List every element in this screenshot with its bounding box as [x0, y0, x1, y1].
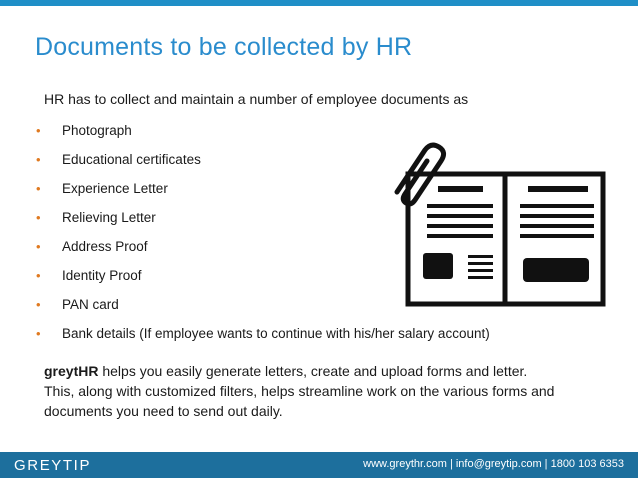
bullet-icon: • — [36, 239, 41, 254]
bullet-icon: • — [36, 268, 41, 283]
footer-contact-info: www.greythr.com | info@greytip.com | 1800 103 6353 — [363, 458, 624, 470]
list-item: • Educational certificates — [36, 152, 201, 167]
brand-name: greytHR — [44, 363, 99, 379]
bullet-icon: • — [36, 297, 41, 312]
list-item: • Experience Letter — [36, 181, 168, 196]
summary-paragraph — [44, 361, 614, 421]
slide-title: Documents to be collected by HR — [35, 33, 413, 61]
list-item: • Address Proof — [36, 239, 148, 254]
bullet-icon: • — [36, 181, 41, 196]
bullet-icon: • — [36, 210, 41, 225]
bullet-icon: • — [36, 326, 41, 341]
list-item: • PAN card — [36, 297, 119, 312]
summary-line-1: greytHR helps you easily generate letters, create and upload forms and letter. — [44, 363, 528, 379]
intro-text: HR has to collect and maintain a number of employee documents as — [44, 91, 469, 107]
summary-line-3: documents you need to send out daily. — [44, 403, 283, 419]
footer-bar — [0, 452, 638, 478]
greytip-logo: GREYTIP — [14, 457, 92, 474]
summary-line-2: This, along with customized filters, helps streamline work on the various forms and — [44, 383, 555, 399]
bullet-icon: • — [36, 123, 41, 138]
open-document-with-paperclip-icon — [383, 142, 607, 308]
list-item: • Photograph — [36, 123, 132, 138]
list-item: • Relieving Letter — [36, 210, 156, 225]
list-item: • Identity Proof — [36, 268, 142, 283]
top-accent-bar — [0, 0, 638, 6]
list-item: • Bank details (If employee wants to continue with his/her salary account) — [36, 326, 490, 341]
bullet-icon: • — [36, 152, 41, 167]
